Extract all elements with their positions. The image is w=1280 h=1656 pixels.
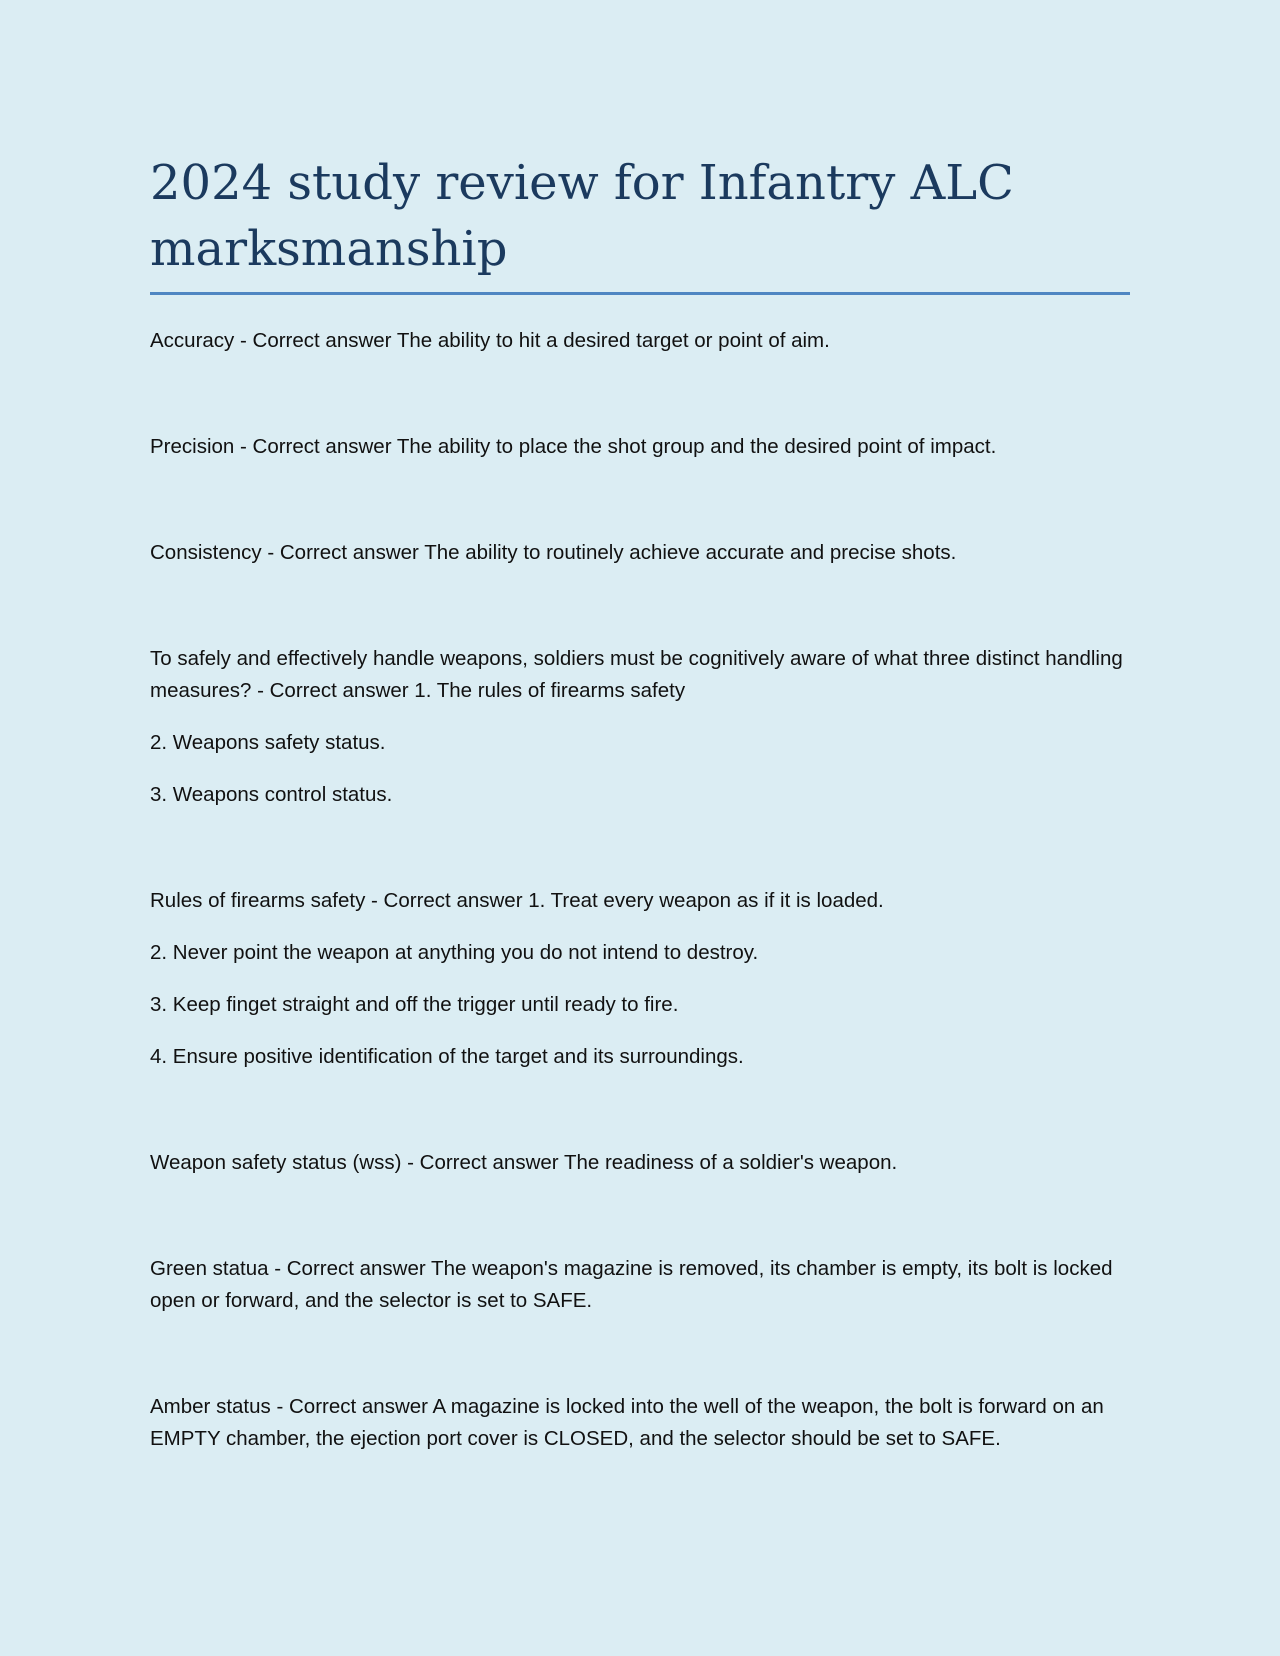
entry-weapon-safety-status: Weapon safety status (wss) - Correct answer The readiness of a soldier's weapon. xyxy=(150,1151,898,1174)
handling-measure-item: 3. Weapons control status. xyxy=(150,783,393,806)
entry-amber-status: Amber status - Correct answer A magazine is locked into the well of the weapon, the bolt is forward on an EMPTY chamber, the ejection port cover is CLOSED, and the selector should be set to SAFE. xyxy=(150,1395,1104,1450)
entry-accuracy: Accuracy - Correct answer The ability to hit a desired target or point of aim. xyxy=(150,329,830,352)
entry-handling-measures: To safely and effectively handle weapons, soldiers must be cognitively aware of what three distinct handling measures? - Correct answer 1. The rules of firearms safety xyxy=(150,647,1123,702)
safety-rule-item: 3. Keep finget straight and off the trigger until ready to fire. xyxy=(150,993,679,1016)
document-body xyxy=(150,325,1130,1455)
document-title: 2024 study review for Infantry ALC marksmanship xyxy=(150,150,1130,295)
handling-measure-item: 2. Weapons safety status. xyxy=(150,731,386,754)
entry-rules-of-firearms-safety: Rules of firearms safety - Correct answer 1. Treat every weapon as if it is loaded. xyxy=(150,889,884,912)
document-page xyxy=(150,150,1130,1455)
entry-green-status: Green statua - Correct answer The weapon's magazine is removed, its chamber is empty, its bolt is locked open or forward, and the selector is set to SAFE. xyxy=(150,1257,1113,1312)
entry-precision: Precision - Correct answer The ability to place the shot group and the desired point of impact. xyxy=(150,435,997,458)
safety-rule-item: 4. Ensure positive identification of the target and its surroundings. xyxy=(150,1045,744,1068)
safety-rule-item: 2. Never point the weapon at anything you do not intend to destroy. xyxy=(150,941,759,964)
entry-consistency: Consistency - Correct answer The ability to routinely achieve accurate and precise shots. xyxy=(150,541,957,564)
